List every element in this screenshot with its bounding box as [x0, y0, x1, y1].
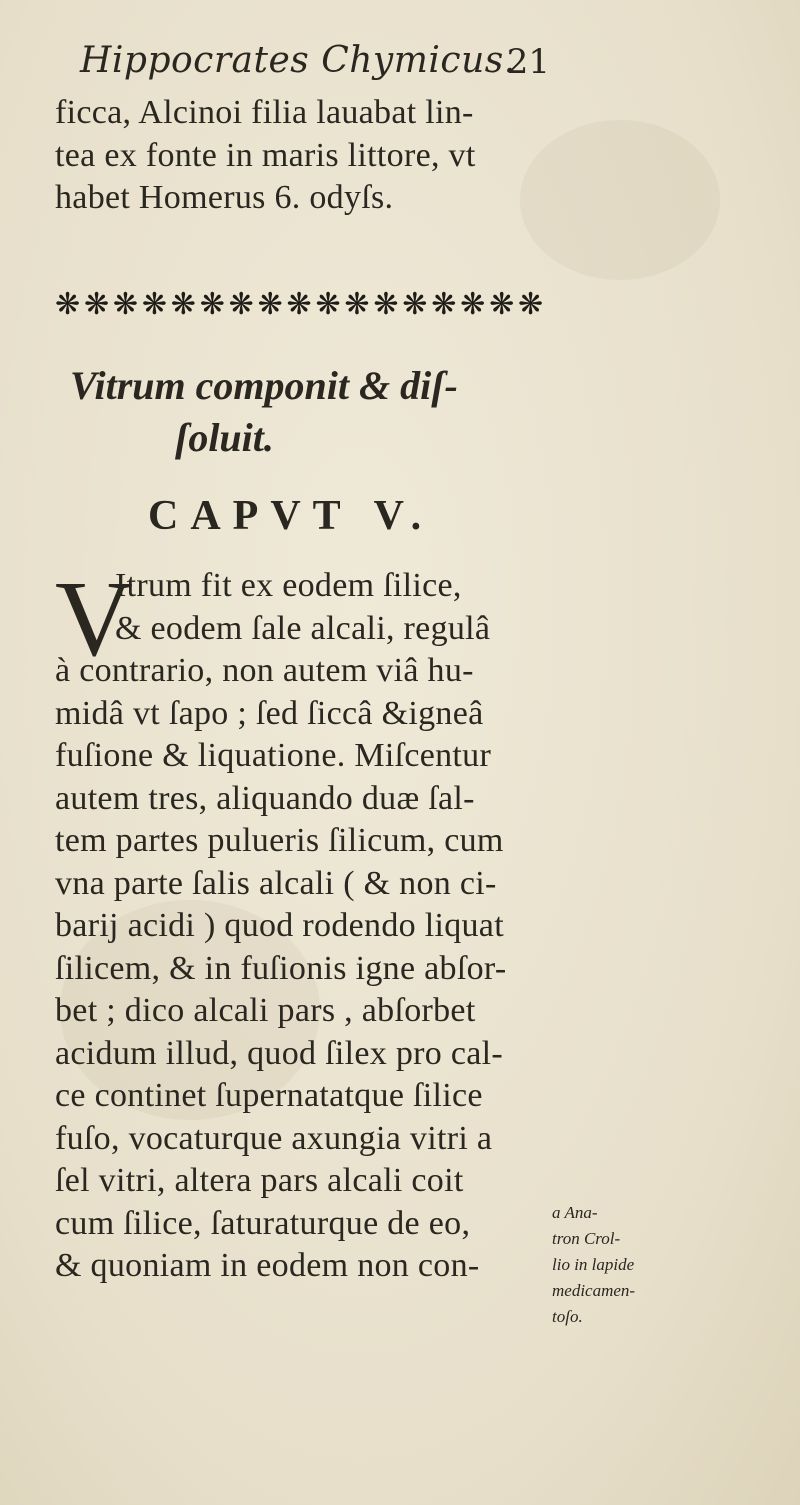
- ornament-glyph: ❋: [315, 286, 341, 322]
- text-line: bet ; dico alcali pars , abſorbet: [55, 992, 476, 1029]
- text-line: ſel vitri, altera pars alcali coit: [55, 1162, 464, 1199]
- text-line: & quoniam in eodem non con-: [55, 1247, 480, 1284]
- margin-note-line: tron Crol-: [552, 1229, 621, 1248]
- text-line: & eodem ſale alcali, regulâ: [115, 609, 491, 647]
- margin-note-line: lio in lapide: [552, 1255, 635, 1274]
- ornament-glyph: ❋: [373, 286, 399, 322]
- ornament-glyph: ❋: [55, 286, 81, 322]
- page-number: 21: [506, 42, 550, 82]
- text-line: Itrum fit ex eodem ſilice,: [115, 567, 462, 604]
- text-line: ce continet ſupernatatque ſilice: [55, 1077, 483, 1114]
- chapter-title-line: Vitrum componit & diſ-: [70, 363, 458, 408]
- running-title: Hippocrates Chymicus.: [80, 40, 516, 81]
- ornament-glyph: ❋: [170, 286, 196, 322]
- ornament-band: [55, 288, 542, 320]
- ornament-glyph: ❋: [460, 286, 486, 322]
- margin-note-line: a Ana-: [552, 1203, 598, 1222]
- text-line: fuſo, vocaturque axungia vitri a: [55, 1119, 493, 1157]
- text-line: barij acidi ) quod rodendo liquat: [55, 907, 504, 944]
- text-line: ſilicem, & in fuſionis igne abſor-: [55, 949, 507, 987]
- paper-stain: [520, 120, 720, 280]
- ornament-glyph: ❋: [257, 286, 283, 322]
- text-line: vna parte ſalis alcali ( & non ci-: [55, 864, 497, 902]
- ornament-glyph: ❋: [518, 286, 544, 322]
- text-line: ficca, Alcinoi filia lauabat lin-: [55, 94, 474, 131]
- chapter-heading: [148, 492, 508, 540]
- page-header: [80, 40, 550, 90]
- intro-paragraph: [55, 92, 545, 220]
- caput-label: CAPVT: [148, 493, 352, 539]
- text-line: tea ex fonte in maris littore, vt: [55, 136, 476, 174]
- ornament-glyph: ❋: [489, 286, 515, 322]
- text-line: fuſione & liquatione. Miſcentur: [55, 737, 492, 774]
- margin-note-line: toſo.: [552, 1307, 583, 1326]
- ornament-glyph: ❋: [431, 286, 457, 322]
- chapter-title-line: ſoluit.: [175, 415, 274, 460]
- text-line: acidum illud, quod ſilex pro cal-: [55, 1034, 504, 1072]
- chapter-title: [70, 360, 540, 464]
- text-line: midâ vt ſapo ; ſed ſiccâ &igneâ: [55, 694, 484, 732]
- main-paragraph: [55, 560, 545, 1288]
- ornament-glyph: ❋: [199, 286, 225, 322]
- ornament-glyph: ❋: [112, 286, 139, 322]
- ornament-glyph: ❋: [344, 286, 370, 322]
- ornament-glyph: ❋: [141, 286, 167, 322]
- caput-number: V.: [373, 493, 434, 539]
- text-line: à contrario, non autem viâ hu-: [55, 652, 474, 689]
- ornament-glyph: ❋: [286, 286, 312, 322]
- margin-note: [552, 1200, 682, 1330]
- margin-note-line: medicamen-: [552, 1281, 636, 1300]
- text-line: autem tres, aliquando duæ ſal-: [55, 779, 475, 817]
- ornament-glyph: ❋: [402, 286, 428, 322]
- text-line: tem partes pulueris ſilicum, cum: [55, 822, 504, 859]
- ornament-glyph: ❋: [83, 286, 110, 322]
- text-line: cum ſilice, ſaturaturque de eo,: [55, 1204, 471, 1242]
- text-line: habet Homerus 6. odyſs.: [55, 179, 394, 216]
- drop-capital: V: [55, 560, 133, 679]
- ornament-glyph: ❋: [228, 286, 254, 322]
